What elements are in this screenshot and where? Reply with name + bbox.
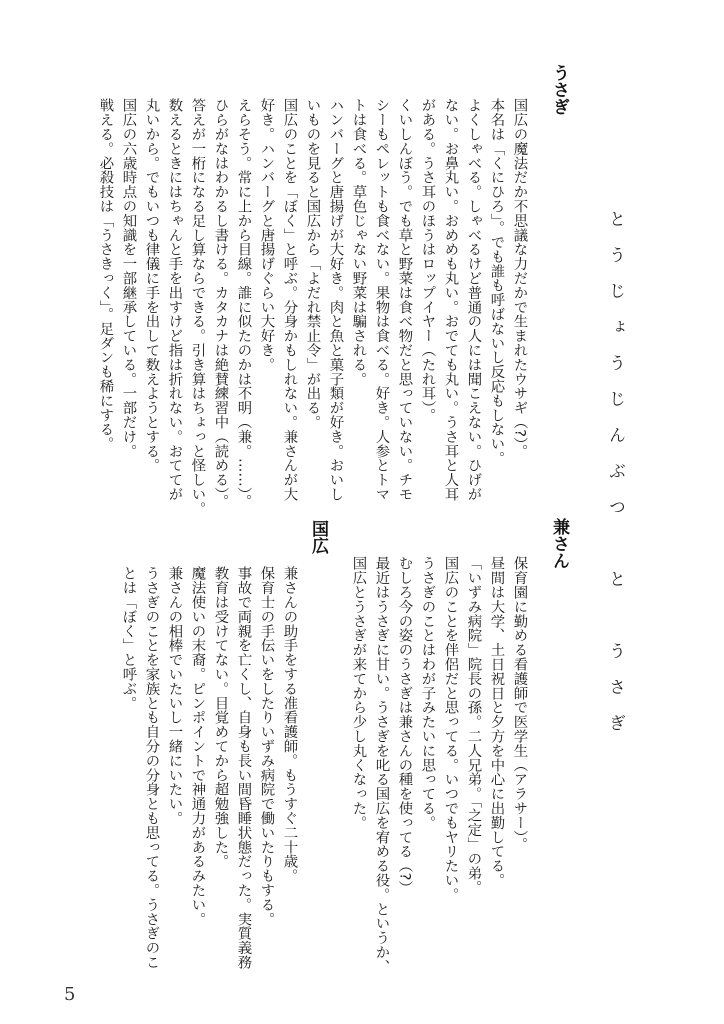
- usagi-line: 数えるときにはちゃんと手を出すけど指は折れない。おててが: [166, 98, 183, 502]
- kunihiro-line: とは「ぼく」と呼ぶ。: [120, 566, 137, 710]
- usagi-line: 答えが一桁になる足し算ならできる。引き算はちょっと怪しい。: [189, 98, 206, 516]
- usagi-line: いものを見ると国広から「よだれ禁止令」が出る。: [304, 98, 321, 430]
- usagi-line: 丸いから。でもいつも律儀に手を出して数えようとする。: [143, 98, 160, 473]
- kanesan-line: 最近はうさぎに甘い。うさぎを叱る国広を宥める役。というか、: [373, 556, 390, 974]
- kanesan-line: 国広のことを伴侶だと思ってる。いつでもヤリたい。: [442, 556, 459, 902]
- usagi-line: 好き。ハンバーグと唐揚げぐらい大好き。: [258, 98, 275, 372]
- usagi-line: ない。お鼻丸い。おめめも丸い。おでても丸い。うさ耳と人耳: [442, 98, 459, 502]
- kanesan-line: 保育園に勤める看護師で医学生（アラサー）。: [511, 556, 528, 852]
- usagi-line: 国広のことを「ぼく」と呼ぶ。分身かもしれない。兼さんが大: [281, 98, 298, 502]
- kanesan-line: 「いずみ病院」院長の孫。二人兄弟。「之定」の弟。: [465, 556, 482, 895]
- usagi-line: 国広の六歳時点の知識を一部継承している。一部だけ。: [120, 98, 137, 458]
- usagi-line: がある。うさ耳のほうはロップイヤー（たれ耳）。: [419, 98, 436, 422]
- section-heading-kanesan: 兼さん: [549, 518, 569, 569]
- page-title: とうじょうじんぶつ と うさぎ: [605, 210, 625, 750]
- usagi-line: 本名は「くにひろ」。でも誰も呼ばないし反応もしない。: [488, 98, 505, 466]
- usagi-line: くいしんぼう。でも草と野菜は食べ物だと思っていない。チモ: [396, 98, 413, 502]
- kunihiro-line: 兼さんの助手をする准看護師。もうすぐ二十歳。: [281, 566, 298, 883]
- usagi-line: トは食べる。草色じゃない野菜は騙される。: [350, 98, 367, 386]
- section-heading-usagi: うさぎ: [549, 64, 569, 115]
- kanesan-line: 昼間は大学、土日祝日と夕方を中心に出勤してる。: [488, 556, 505, 888]
- kunihiro-line: 兼さんの相棒でいたいし一緒にいたい。: [166, 566, 183, 826]
- usagi-line: えらそう。常に上から目線。誰に似たのかは不明（兼。……）。: [235, 98, 252, 509]
- kanesan-line: うさぎのことはわが子みたいに思ってる。: [419, 556, 436, 830]
- usagi-line: よくしゃべる。しゃべるけど普通の人には聞こえない。ひげが: [465, 98, 482, 502]
- kunihiro-line: 保育士の手伝いをしたりいずみ病院で働いたりもする。: [258, 566, 275, 926]
- usagi-line: 国広の魔法だか不思議な力だかで生まれたウサギ（?）。: [511, 98, 528, 459]
- kanesan-line: 国広とうさぎが来てから少し丸くなった。: [350, 556, 367, 830]
- kunihiro-line: 魔法使いの末裔。ピンポイントで神通力があるみたい。: [189, 566, 206, 926]
- kanesan-line: むしろ今の姿のうさぎは兼さんの種を使ってる（?）: [396, 556, 413, 895]
- section-heading-kunihiro: 国広: [308, 520, 328, 554]
- usagi-line: ハンバーグと唐揚げが大好き。肉と魚と菓子類が好き。おいし: [327, 98, 344, 502]
- kunihiro-line: 事故で両親を亡くし、自身も長い間昏睡状態だった。実質義務: [235, 566, 252, 970]
- usagi-line: ひらがなはわかるし書ける。カタカナは絶賛練習中（読める）。: [212, 98, 229, 509]
- kunihiro-line: 教育は受けてない。目覚めてから超勉強した。: [212, 566, 229, 869]
- kunihiro-line: うさぎのことを家族とも自分の分身とも思ってる。うさぎのこ: [143, 566, 160, 970]
- usagi-line: シーもペレットも食べない。果物は食べる。好き。人参とトマ: [373, 98, 390, 502]
- usagi-line: 戦える。必殺技は「うさきっく」。足ダンも稀にする。: [97, 98, 114, 451]
- page-number: 5: [64, 984, 76, 1005]
